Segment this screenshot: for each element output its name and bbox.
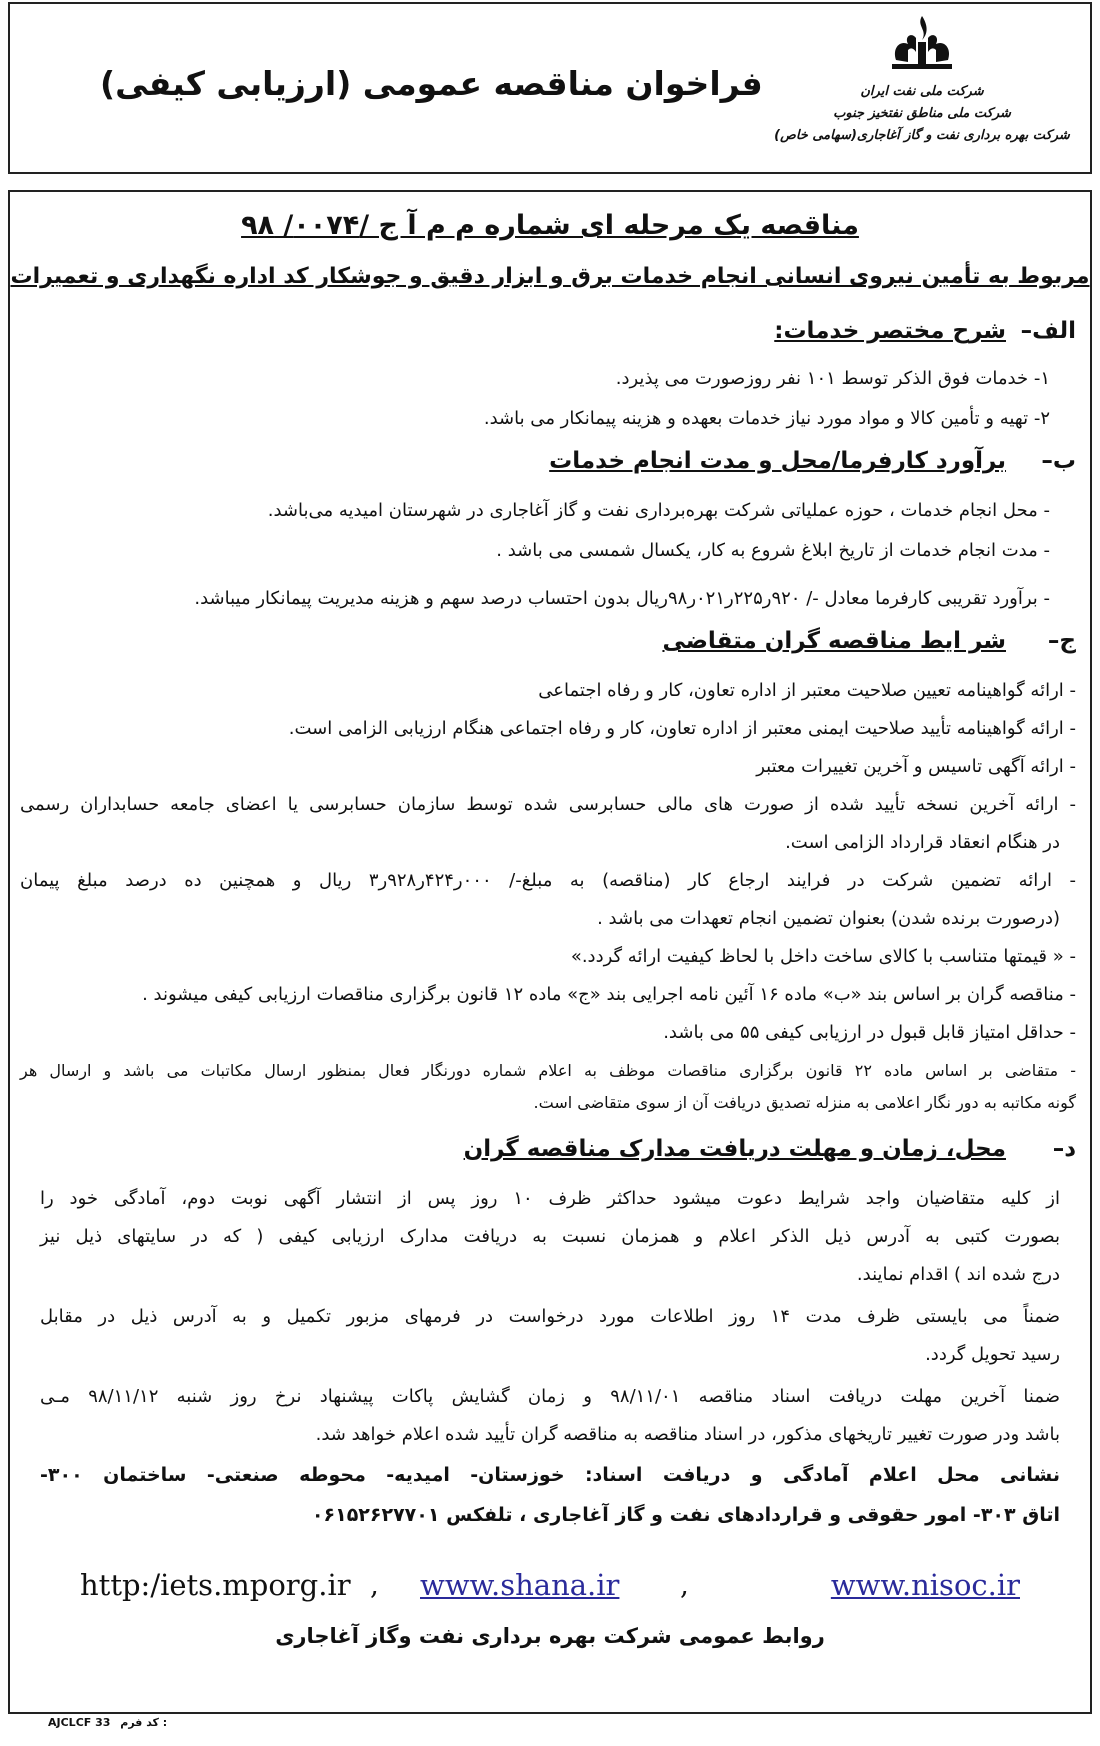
section-c-line: - حداقل امتیاز قابل قبول در ارزیابی کیفی ۵۵ می باشد. (663, 1022, 1076, 1043)
section-a-letter: الف– (1020, 318, 1076, 344)
section-d-line: باشد ودر صورت تغییر تاریخهای مذکور، در اسناد مناقصه به مناقصه گران تأیید شده اعلام خواهد شد. (315, 1424, 1060, 1445)
section-a-item: ۱- خدمات فوق الذکر توسط ۱۰۱ نفر روزصورت می پذیرد. (615, 368, 1050, 389)
section-b-title: برآورد کارفرما/محل و مدت انجام خدمات (549, 448, 1006, 474)
link-separator: , (370, 1568, 379, 1601)
website-links (80, 1568, 1020, 1608)
company-line-1: شرکت ملی نفت ایران (860, 84, 984, 99)
section-c-line: در هنگام انعقاد قرارداد الزامی است. (785, 832, 1060, 853)
form-code-value: AJCLCF 33 (48, 1716, 111, 1729)
company-line-2: شرکت ملی مناطق نفتخیز جنوب (833, 106, 1011, 121)
nisoc-link[interactable]: www.nisoc.ir (830, 1568, 1020, 1602)
shana-link[interactable]: www.shana.ir (420, 1568, 620, 1602)
section-c-line: - ارائه تضمین شرکت در فرایند ارجاع کار (مناقصه) به مبلغ-/ ۰۰۰ر۴۲۴ر۹۲۸ر۳ ریال و همچنین ده درصد مبلغ پیمان (20, 870, 1076, 891)
section-c-line: گونه مکاتبه به دور نگار اعلامی به منزله تصدیق دریافت آن از سوی متقاضی است. (533, 1093, 1076, 1112)
section-d-address: اتاق ۳۰۳- امور حقوقی و قراردادهای نفت و گاز آغاجاری ، تلفکس ۰۶۱۵۲۶۲۷۷۰۱ (311, 1504, 1060, 1526)
section-c-line: - « قیمتها متناسب با کالای ساخت داخل با لحاظ کیفیت ارائه گردد.» (570, 946, 1076, 967)
section-c-line: - ارائه آگهی تاسیس و آخرین تغییرات معتبر (756, 756, 1076, 777)
section-c-line: (درصورت برنده شدن) بعنوان تضمین انجام تعهدات می باشد . (597, 908, 1060, 929)
section-c-heading (662, 628, 1076, 654)
section-d-line: بصورت کتبی به آدرس ذیل الذکر اعلام و همزمان نسبت به دریافت مدارک ارزیابی کیفی ( که در سایتهای ذیل نیز (40, 1226, 1060, 1247)
section-a-item: ۲- تهیه و تأمین کالا و مواد مورد نیاز خدمات بعهده و هزینه پیمانکار می باشد. (483, 408, 1050, 429)
section-d-title: محل، زمان و مهلت دریافت مدارک مناقصه گران (463, 1136, 1006, 1162)
section-c-line: - متقاضی بر اساس ماده ۲۲ قانون برگزاری مناقصات موظف به اعلام شماره دورنگار فعال بمنظور ارسال مکاتبات می باشد و ارسال هر (20, 1061, 1077, 1080)
section-a-title: شرح مختصر خدمات: (774, 318, 1006, 344)
section-c-letter: ج– (1047, 628, 1076, 654)
section-d-letter: د– (1052, 1136, 1076, 1162)
section-d-line: ضمناً می بایستی ظرف مدت ۱۴ روز اطلاعات مورد درخواست در فرمهای مزبور تکمیل و به آدرس ذیل در مقابل (40, 1306, 1060, 1327)
section-b-item: - برآورد تقریبی کارفرما معادل -/ ۹۲۰ر۲۲۵ر۰۲۱ر۹۸ریال بدون احتساب درصد سهم و هزینه مدیریت پیمانکار میباشد. (194, 588, 1050, 609)
section-d-address: نشانی محل اعلام آمادگی و دریافت اسناد: خوزستان- امیدیه- محوطه صنعتی- ساختمان ۳۰۰- (40, 1464, 1060, 1486)
section-b-letter: ب– (1041, 448, 1076, 474)
section-d-line: درج شده اند ) اقدام نمایند. (856, 1264, 1060, 1285)
section-c-line: - مناقصه گران بر اساس بند «ب» ماده ۱۶ آئین نامه اجرایی بند «ج» ماده ۱۲ قانون برگزاری مناقصات ارزیابی کیفی میشوند . (142, 984, 1076, 1005)
tender-number: مناقصه یک مرحله ای شماره م م آ ج /۰۰۷۴/ ۹۸ (241, 210, 859, 241)
section-c-line: - ارائه گواهینامه تعیین صلاحیت معتبر از اداره تعاون، کار و رفاه اجتماعی (538, 680, 1076, 701)
section-c-line: - ارائه گواهینامه تأیید صلاحیت ایمنی معتبر از اداره تعاون، کار و رفاه اجتماعی هنگام ارزیابی الزامی است. (288, 718, 1076, 739)
section-c-title: شر ایط مناقصه گران متقاضی (662, 628, 1006, 654)
page-title: فراخوان مناقصه عمومی (ارزیابی کیفی) (100, 64, 763, 103)
section-d-line: ضمنا آخرین مهلت دریافت اسناد مناقصه ۹۸/۱۱/۰۱ و زمان گشایش پاکات پیشنهاد نرخ روز شنبه ۹۸/۱۱/۱۲ مـی (40, 1386, 1061, 1407)
section-d-line: از کلیه متقاضیان واجد شرایط دعوت میشود حداکثر ظرف ۱۰ روز پس از انتشار آگهی نوبت دوم، آمادگی خود را (40, 1188, 1060, 1209)
section-d-heading (464, 1136, 1076, 1162)
section-c-line: - ارائه آخرین نسخه تأیید شده از صورت های مالی حسابرسی شده توسط سازمان حسابرسی یا اعضای جامعه حسابداران رسمی (20, 794, 1076, 815)
section-a-heading (774, 318, 1076, 344)
iets-link[interactable]: http:/iets.mporg.ir (80, 1568, 351, 1602)
section-b-item: - محل انجام خدمات ، حوزه عملیاتی شرکت بهره‌برداری نفت و گاز آغاجاری در شهرستان امیدیه می‌باشد. (267, 500, 1050, 521)
footer-signature: روابط عمومی شرکت بهره برداری نفت وگاز آغاجاری (275, 1624, 825, 1648)
link-separator: , (680, 1568, 689, 1601)
section-d-line: رسید تحویل گردد. (925, 1344, 1060, 1365)
section-b-heading (549, 448, 1076, 474)
nioc-logo-icon (882, 12, 962, 74)
section-b-item: - مدت انجام خدمات از تاریخ ابلاغ شروع به کار، یکسال شمسی می باشد . (496, 540, 1050, 561)
company-logo (772, 12, 1072, 162)
form-code-label: کد فرم : (120, 1716, 168, 1729)
header-box (8, 2, 1092, 174)
tender-subject: مربوط به تأمین نیروی انسانی انجام خدمات برق و ابزار دقیق و جوشکار کد اداره نگهداری و تعمیرات (10, 264, 1090, 289)
form-code (48, 1716, 167, 1729)
company-line-3: شرکت بهره برداری نفت و گاز آغاجاری(سهامی خاص) (774, 128, 1070, 143)
tender-body (8, 190, 1092, 1714)
